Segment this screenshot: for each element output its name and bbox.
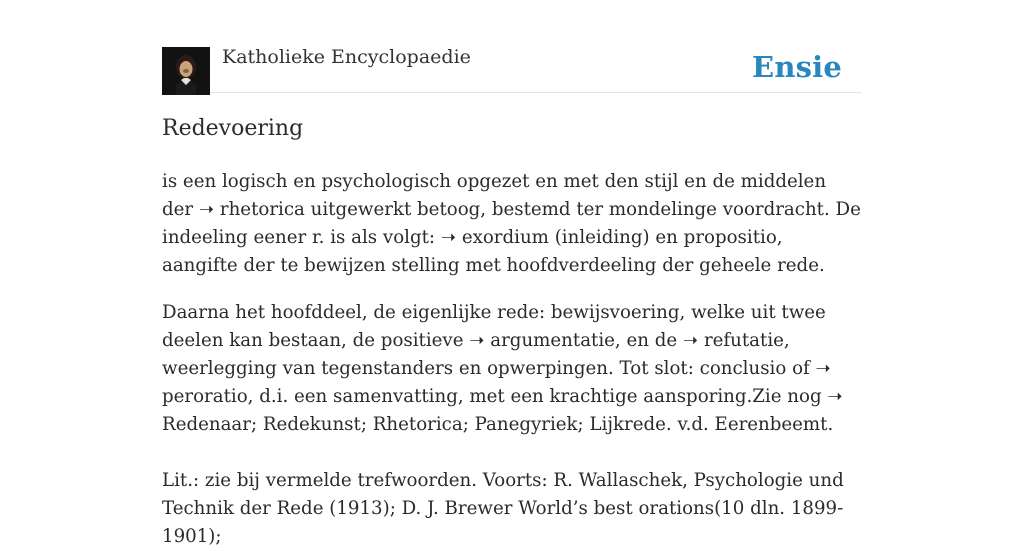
article-title: Redevoering bbox=[162, 116, 304, 141]
article-literature: Lit.: zie bij vermelde trefwoorden. Voorts: R. Wallaschek, Psychologie und Technik der Rede (1913); D. J. Brewer World’s best orations(10 dln. 1899-1901); bbox=[162, 470, 844, 547]
portrait-icon bbox=[162, 47, 210, 95]
page bbox=[162, 0, 862, 547]
source-name[interactable]: Katholieke Encyclopaedie bbox=[222, 46, 471, 68]
header bbox=[162, 0, 862, 93]
article-paragraph: is een logisch en psychologisch opgezet en met den stijl en de middelen der ➝ rhetorica uitgewerkt betoog, bestemd ter mondelinge voordracht. De indeeling eener r. is als volgt: ➝ exordium (inleiding) en propositio, aangifte der te bewijzen stelling met hoofdverdeeling der geheele rede. bbox=[162, 171, 861, 276]
source-avatar[interactable] bbox=[162, 47, 210, 95]
brand-logo[interactable]: Ensie bbox=[752, 50, 842, 84]
article-paragraph: Daarna het hoofddeel, de eigenlijke rede: bewijsvoering, welke uit twee deelen kan bestaan, de positieve ➝ argumentatie, en de ➝ refutatie, weerlegging van tegenstanders en opwerpingen. Tot slot: conclusio of ➝ peroratio, d.i. een samenvatting, met een krachtige aansporing.Zie nog ➝ Redenaar; Redekunst; Rhetorica; Panegyriek; Lijkrede. v.d. Eerenbeemt. bbox=[162, 302, 843, 435]
article-body bbox=[162, 168, 862, 551]
